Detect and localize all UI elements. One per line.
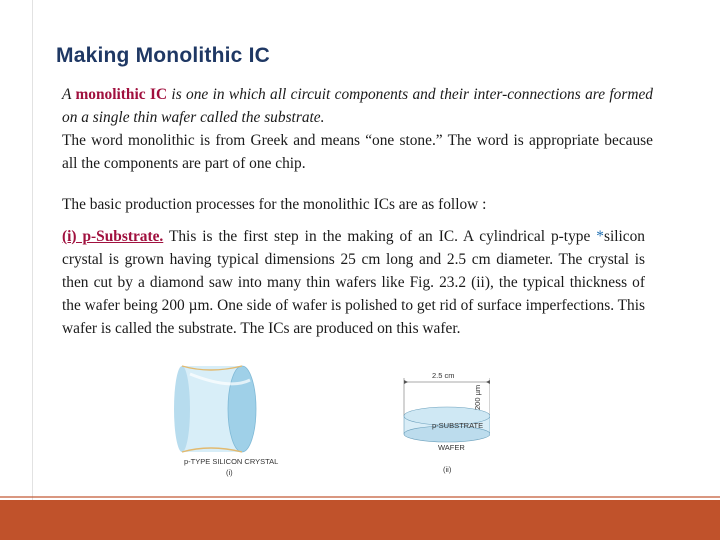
footer-bar	[0, 500, 720, 540]
step-text-a: This is the first step in the making of an IC. A cylindrical p-type	[163, 228, 597, 245]
definition-prefix: A	[62, 86, 76, 103]
footnote-asterisk: *	[596, 228, 604, 245]
crystal-sub: (i)	[226, 468, 233, 477]
substrate-label: p-SUBSTRATE	[432, 421, 484, 430]
wafer-thickness-label: 200 µm	[473, 384, 482, 410]
silicon-crystal-drawing	[174, 366, 256, 452]
definition-body: is one in which all circuit components and their inter-connections are formed on a single thin wafer called the substrate.	[62, 86, 653, 126]
wafer-label: WAFER	[438, 443, 465, 452]
wafer-width-label: 2.5 cm	[432, 371, 455, 380]
step-label: (i) p-Substrate.	[62, 228, 164, 245]
step-text-b: silicon crystal is grown having typical dimensions 25 cm long and 2.5 cm diameter. The crystal is then cut by a diamond saw into many thin wafers like Fig. 23.2 (ii), the typical thickness of the wafer being 200 µm. One side of wafer is polished to get rid of surface imperfections. This wafer is called the substrate. The ICs are produced on this wafer.	[62, 228, 645, 337]
intro-paragraph: The basic production processes for the monolithic ICs are as follow :	[62, 196, 487, 213]
definition-term: monolithic IC	[75, 86, 168, 103]
greek-paragraph: The word monolithic is from Greek and means “one stone.” The word is appropriate because all the components are part of one chip.	[62, 132, 653, 172]
footer-accent-line	[0, 496, 720, 498]
crystal-label: p-TYPE SILICON CRYSTAL	[184, 457, 279, 466]
definition-paragraph	[62, 83, 653, 129]
wafer-sub: (ii)	[443, 465, 452, 474]
step-substrate	[62, 225, 645, 340]
slide-title: Making Monolithic IC	[56, 44, 270, 67]
left-rule	[32, 0, 33, 500]
crystal-wafer-figure	[170, 360, 490, 480]
